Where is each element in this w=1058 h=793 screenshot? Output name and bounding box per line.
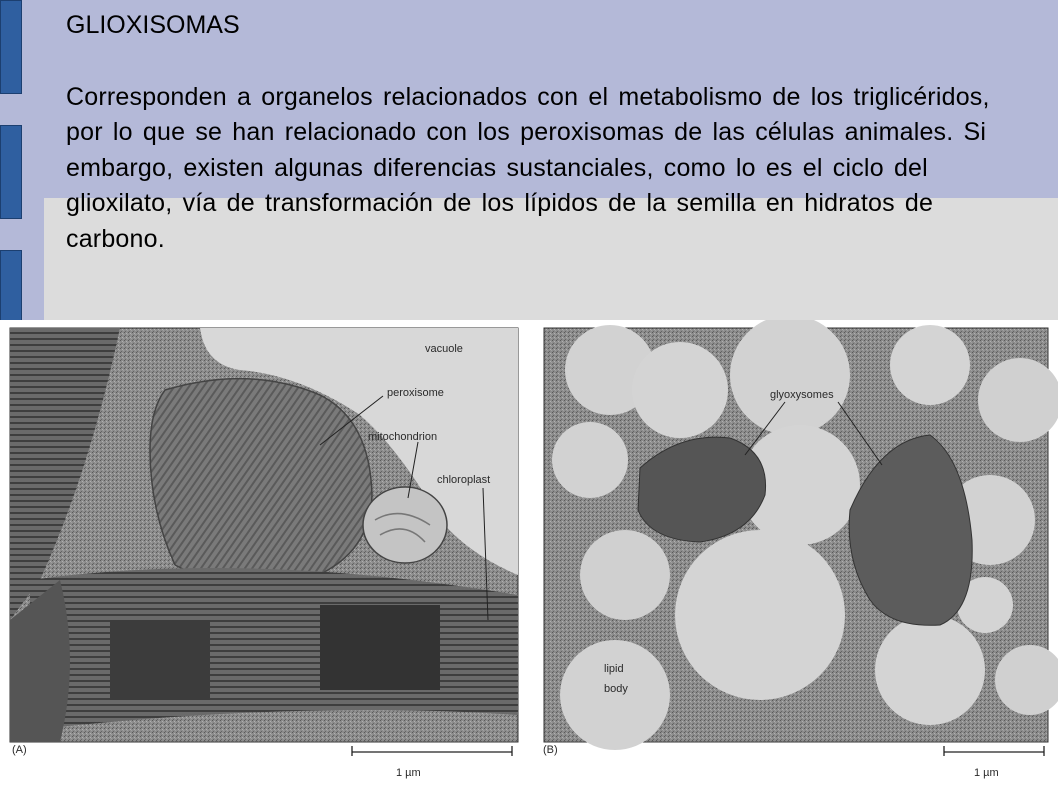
scale-bar-a — [352, 746, 512, 756]
label-peroxisome: peroxisome — [387, 387, 444, 399]
slide-body-text: Corresponden a organelos relacionados con el metabolismo de los triglicéridos, por lo que se han relacionado con los peroxisomas de las células animales. Si embargo, existen algunas diferencias sustanciales, como lo es el ciclo del glioxilato, vía de transformación de los lípidos de la semilla en hidratos de carbono. — [66, 82, 990, 253]
label-lipid-line2: body — [604, 683, 628, 695]
panel-a-label: (A) — [12, 744, 27, 756]
label-vacuole: vacuole — [425, 343, 463, 355]
scale-label-b: 1 µm — [974, 767, 999, 779]
slide-tab-2 — [0, 125, 22, 219]
label-glyoxysomes: glyoxysomes — [770, 389, 834, 401]
panel-a — [10, 328, 518, 742]
micrograph-figure — [0, 320, 1058, 793]
label-lipid-line1: lipid — [604, 663, 624, 675]
label-mitochondrion: mitochondrion — [368, 431, 438, 443]
slide-tab-1 — [0, 0, 22, 94]
scale-label-a: 1 µm — [396, 767, 421, 779]
panel-b — [544, 320, 1058, 750]
slide-tab-3 — [0, 250, 22, 327]
slide-text-block — [66, 8, 1006, 257]
panel-b-label: (B) — [543, 744, 558, 756]
scale-bar-b — [944, 746, 1044, 756]
slide-title: GLIOXISOMAS — [66, 11, 240, 39]
label-chloroplast: chloroplast — [437, 474, 491, 486]
